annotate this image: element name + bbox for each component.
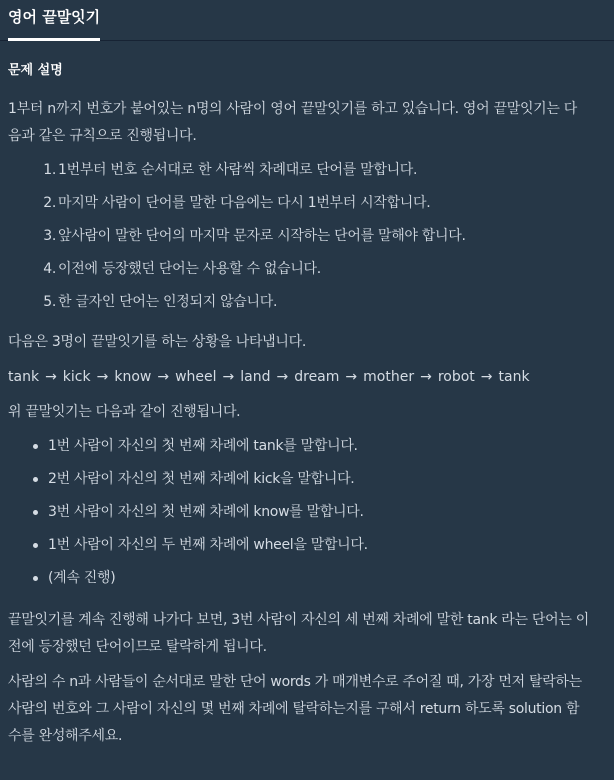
tab-active-indicator (8, 38, 100, 41)
bullet-icon (33, 477, 38, 482)
arrow-right-icon: → (345, 369, 358, 385)
progress-text: 1번 사람이 자신의 첫 번째 차례에 tank를 말합니다. (48, 438, 358, 454)
rule-text: 1번부터 번호 순서대로 한 사람씩 차례대로 단어를 말합니다. (58, 162, 418, 178)
word-chain (8, 367, 590, 387)
bullet-icon (33, 576, 38, 581)
rules-list (8, 160, 590, 325)
arrow-right-icon: → (420, 369, 432, 385)
arrow-right-icon: → (276, 369, 289, 385)
rule-text: 이전에 등장했던 단어는 사용할 수 없습니다. (58, 261, 321, 277)
problem-description (0, 61, 598, 750)
rule-number: 5 . (32, 292, 56, 312)
rule-text: 한 글자인 단어는 인정되지 않습니다. (58, 294, 278, 310)
chain-word: tank (498, 369, 530, 385)
rule-item (8, 292, 590, 325)
rule-number: 4 . (32, 259, 56, 279)
tab-problem[interactable] (8, 0, 100, 40)
progress-intro: 위 끝말잇기는 다음과 같이 진행됩니다. (8, 404, 241, 420)
bullet-icon (33, 543, 38, 548)
rule-number: 3 . (32, 226, 56, 246)
chain-word: mother (363, 369, 415, 385)
tab-bar (0, 0, 614, 41)
progress-item (8, 535, 590, 568)
rule-number: 2 . (32, 193, 56, 213)
arrow-right-icon: → (480, 369, 493, 385)
chain-word: dream (294, 369, 340, 385)
progress-text: 1번 사람이 자신의 두 번째 차례에 wheel을 말합니다. (48, 537, 368, 553)
progress-item (8, 469, 590, 502)
rule-number: 1 . (32, 160, 56, 180)
example-intro: 다음은 3명이 끝말잇기를 하는 상황을 나타냅니다. (8, 334, 306, 350)
conclusion-paragraph: 끝말잇기를 계속 진행해 나가다 보면, 3번 사람이 자신의 세 번째 차례에 말한 tank 라는 단어는 이전에 등장했던 단어이므로 탈락하게 됩니다. (8, 612, 589, 655)
task-paragraph: 사람의 수 n과 사람들이 순서대로 말한 단어 words 가 매개변수로 주어질 때, 가장 먼저 탈락하는 사람의 번호와 그 사람이 자신의 몇 번째 차례에 탈락하는지를 구해서 return 하도록 solution 함수를 완성해주세요. (8, 674, 582, 744)
chain-word: wheel (175, 369, 217, 385)
bullet-icon (33, 510, 38, 515)
chain-word: robot (437, 369, 475, 385)
progress-text: 2번 사람이 자신의 첫 번째 차례에 kick을 말합니다. (48, 471, 355, 487)
rule-item (8, 259, 590, 292)
rule-item (8, 226, 590, 259)
arrow-right-icon: → (45, 369, 57, 385)
bullet-icon (33, 444, 38, 449)
chain-word: land (240, 369, 271, 385)
progress-item (8, 502, 590, 535)
rule-text: 마지막 사람이 단어를 말한 다음에는 다시 1번부터 시작합니다. (58, 195, 431, 211)
progress-list (8, 436, 590, 601)
tab-label: 영어 끝말잇기 (8, 8, 101, 26)
progress-text: 3번 사람이 자신의 첫 번째 차례에 know를 말합니다. (48, 504, 364, 520)
chain-word: tank (8, 369, 40, 385)
progress-item (8, 436, 590, 469)
rule-item (8, 160, 590, 193)
chain-word: know (114, 369, 152, 385)
section-title: 문제 설명 (8, 63, 63, 78)
arrow-right-icon: → (222, 369, 235, 385)
progress-text: (계속 진행) (48, 570, 116, 586)
rule-item (8, 193, 590, 226)
arrow-right-icon: → (157, 369, 170, 385)
chain-word: kick (62, 369, 91, 385)
arrow-right-icon: → (96, 369, 109, 385)
progress-item (8, 568, 590, 601)
rule-text: 앞사람이 말한 단어의 마지막 문자로 시작하는 단어를 말해야 합니다. (58, 228, 466, 244)
intro-paragraph: 1부터 n까지 번호가 붙어있는 n명의 사람이 영어 끝말잇기를 하고 있습니다. 영어 끝말잇기는 다음과 같은 규칙으로 진행됩니다. (8, 101, 577, 144)
